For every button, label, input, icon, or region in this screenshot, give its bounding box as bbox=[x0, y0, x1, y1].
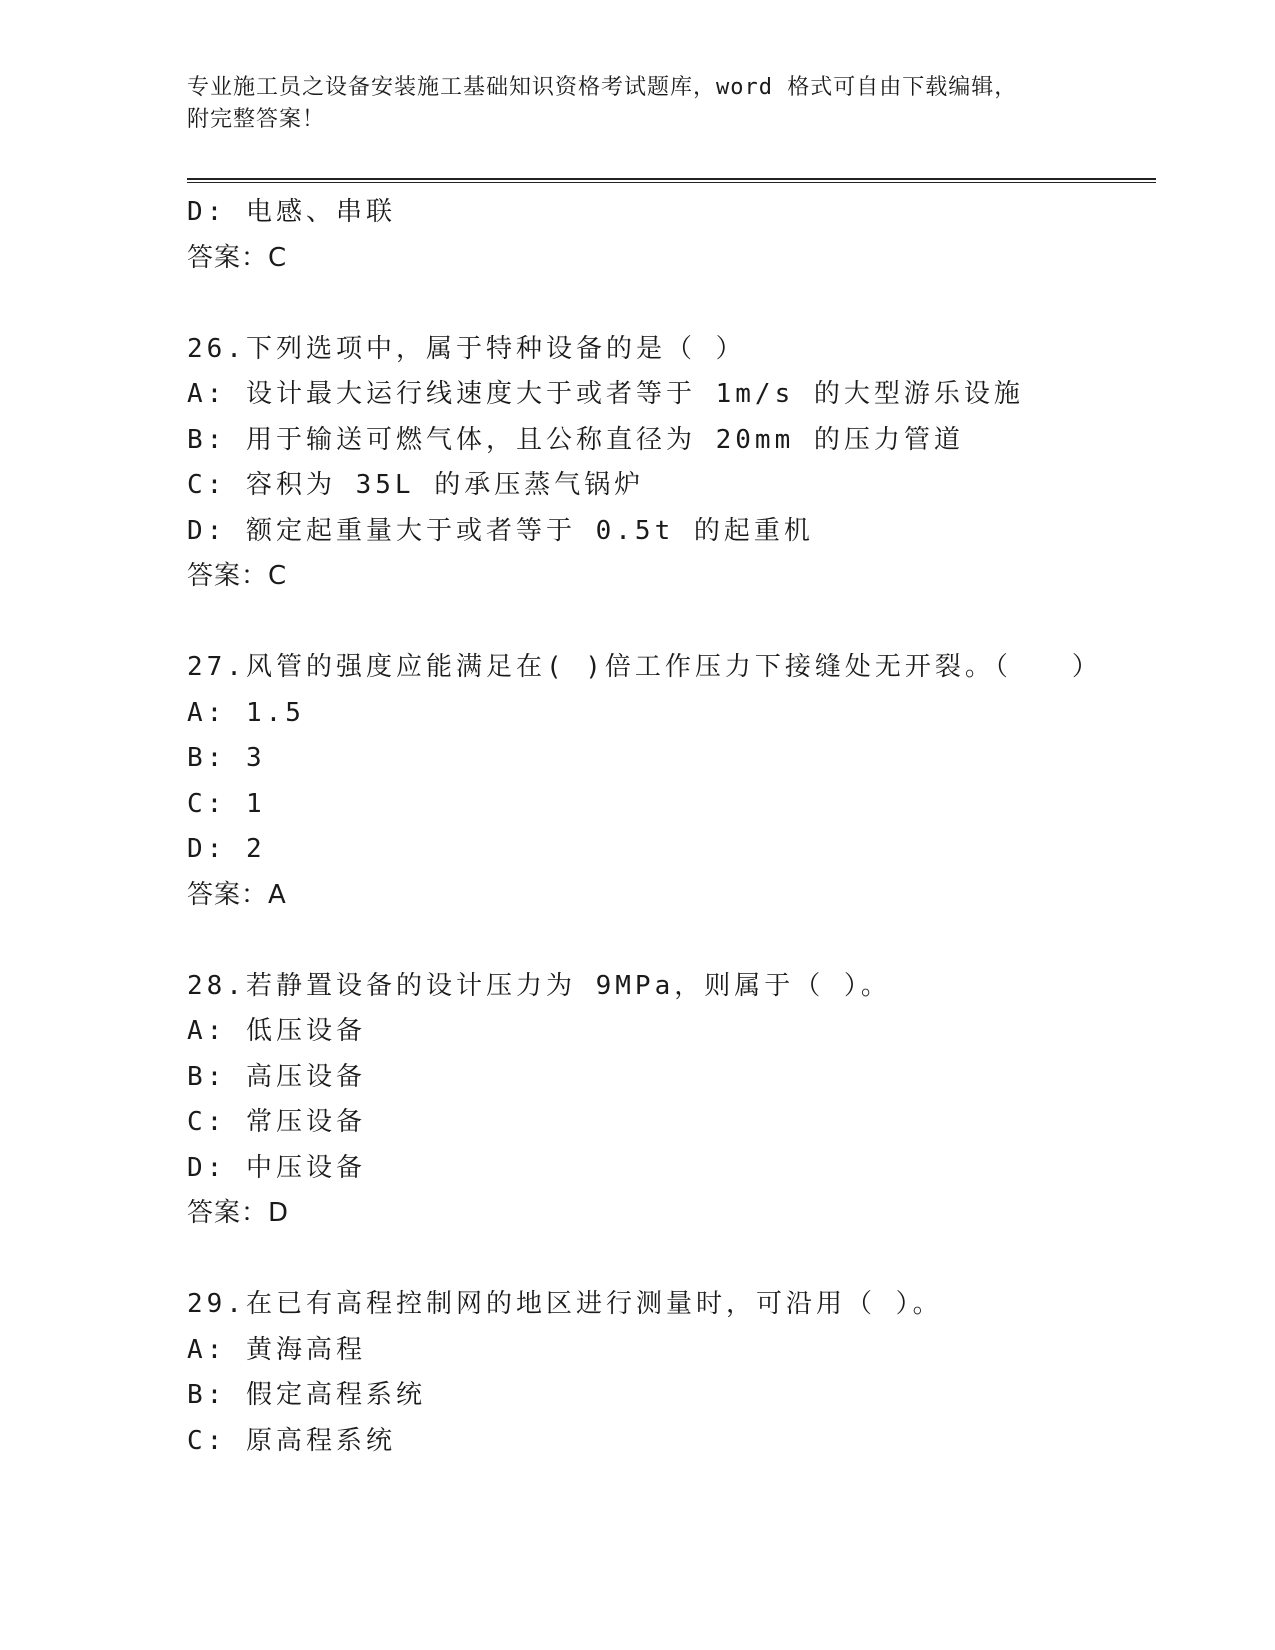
answer-line: 答案：C bbox=[187, 242, 288, 273]
option-a: A: 低压设备 bbox=[187, 1016, 366, 1046]
option-b: B: 3 bbox=[187, 743, 266, 773]
question-27 bbox=[187, 645, 1156, 918]
option-d: D: 额定起重量大于或者等于 0.5t 的起重机 bbox=[187, 515, 814, 546]
option-c: C: 1 bbox=[187, 788, 266, 819]
header-divider-thick bbox=[187, 178, 1156, 180]
header-divider-thin bbox=[187, 182, 1156, 183]
option-a: A: 设计最大运行线速度大于或者等于 1m/s 的大型游乐设施 bbox=[187, 379, 1024, 409]
question-stem: 27.风管的强度应能满足在( )倍工作压力下接缝处无开裂。（ ） bbox=[187, 652, 1102, 682]
spacer bbox=[187, 281, 1156, 327]
question-list bbox=[187, 190, 1156, 1464]
option-c: C: 常压设备 bbox=[187, 1107, 366, 1137]
answer-line: 答案：C bbox=[187, 561, 288, 591]
question-26 bbox=[187, 327, 1156, 600]
spacer bbox=[187, 600, 1156, 646]
option-b: B: 假定高程系统 bbox=[187, 1380, 426, 1410]
spacer bbox=[187, 1237, 1156, 1283]
option-d: D: 电感、串联 bbox=[187, 197, 396, 227]
option-d: D: 中压设备 bbox=[187, 1152, 366, 1183]
question-29 bbox=[187, 1282, 1156, 1464]
spacer bbox=[187, 918, 1156, 964]
header-line-2: 附完整答案！ bbox=[187, 107, 326, 132]
option-b: B: 用于输送可燃气体，且公称直径为 20mm 的压力管道 bbox=[187, 424, 964, 455]
option-c: C: 原高程系统 bbox=[187, 1425, 396, 1456]
question-stem: 29.在已有高程控制网的地区进行测量时，可沿用（ ）。 bbox=[187, 1289, 943, 1319]
previous-question-tail bbox=[187, 190, 1156, 281]
option-b: B: 高压设备 bbox=[187, 1061, 366, 1092]
option-a: A: 1.5 bbox=[187, 697, 305, 728]
question-stem: 28.若静置设备的设计压力为 9MPa，则属于（ ）。 bbox=[187, 970, 891, 1001]
question-stem: 26.下列选项中，属于特种设备的是（ ） bbox=[187, 333, 746, 364]
answer-line: 答案：D bbox=[187, 1198, 290, 1228]
answer-line: 答案：A bbox=[187, 879, 287, 910]
option-c: C: 容积为 35L 的承压蒸气锅炉 bbox=[187, 470, 645, 500]
option-a: A: 黄海高程 bbox=[187, 1334, 366, 1365]
question-28 bbox=[187, 964, 1156, 1237]
page-header bbox=[187, 72, 1107, 136]
header-line-1: 专业施工员之设备安装施工基础知识资格考试题库，word 格式可自由下载编辑， bbox=[187, 75, 1018, 100]
option-d: D: 2 bbox=[187, 834, 266, 864]
